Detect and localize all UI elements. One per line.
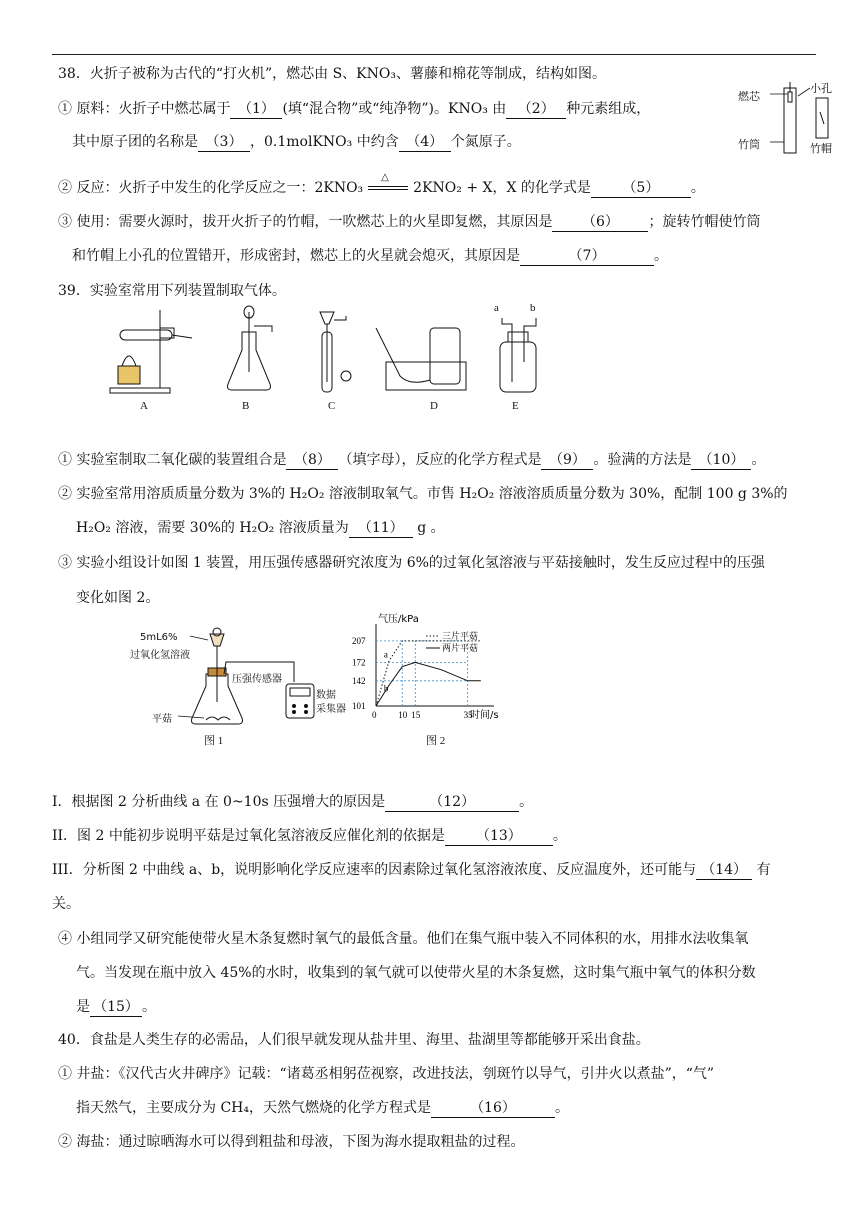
blank-6[interactable]: （6）	[552, 214, 648, 232]
x-tick-label: 0	[372, 710, 377, 720]
apparatus-c	[320, 312, 351, 392]
blank-11[interactable]: （11）	[349, 520, 413, 538]
blank-3[interactable]: （3）	[198, 134, 250, 152]
blank-2[interactable]: （2）	[506, 101, 566, 119]
label-hole: 小孔	[810, 83, 832, 95]
q39-sub-i: I．根据图 2 分析曲线 a 在 0~10s 压强增大的原因是 （12） 。	[52, 794, 534, 810]
blank-16[interactable]: （16）	[431, 1100, 555, 1118]
fig1-mushroom: 平菇	[152, 714, 172, 725]
heat-arrow: △	[363, 178, 413, 198]
y-tick-label: 101	[352, 701, 366, 711]
pressure-chart	[350, 610, 520, 730]
blank-12[interactable]: （12）	[385, 794, 519, 812]
y-tick-label: 172	[352, 657, 366, 668]
apparatus-e	[500, 318, 536, 392]
q38-part1-line1: ① 原料：火折子中燃芯属于 （1） (填“混合物”或“纯净物”)。KNO₃ 由 （2） 种元素组成，	[58, 101, 651, 117]
top-rule	[52, 54, 816, 55]
figure-2	[350, 610, 520, 752]
label-core: 燃芯	[738, 91, 760, 103]
q39-part4-line3: 是 （15） 。	[76, 999, 156, 1015]
blank-14[interactable]: （14）	[696, 862, 752, 880]
fig1-solution-amount: 5mL6%	[140, 632, 178, 643]
figure-1	[126, 622, 346, 752]
label-b: B	[242, 400, 250, 412]
apparatus-d	[376, 328, 466, 390]
blank-9[interactable]: （9）	[541, 452, 593, 470]
q39-sub-ii: II．图 2 中能初步说明平菇是过氧化氢溶液反应催化剂的依据是 （13） 。	[52, 828, 567, 844]
q39-part2-line1: ② 实验室常用溶质质量分数为 3%的 H₂O₂ 溶液制取氧气。市售 H₂O₂ 溶液溶质质量分数为 30%，配制 100 g 3%的	[58, 486, 788, 502]
series-line-2	[376, 662, 481, 706]
blank-15[interactable]: （15）	[90, 999, 142, 1017]
fig1-sensor: 压强传感器	[232, 674, 282, 685]
q40-part1-line2: 指天然气，主要成分为 CH₄，天然气燃烧的化学方程式是 （16） 。	[76, 1100, 569, 1116]
y-tick-label: 142	[352, 675, 366, 686]
curve-a-label: a	[383, 649, 388, 660]
blank-4[interactable]: （4）	[399, 134, 451, 152]
q39-sub-iii: III．分析图 2 中曲线 a、b，说明影响化学反应速率的因素除过氧化氢溶液浓度、反应温度外，还可能与 （14） 有	[52, 862, 771, 878]
q39-part4-line1: ④ 小组同学又研究能使带火星木条复燃时氧气的最低含量。他们在集气瓶中装入不同体积的水，用排水法收集氧	[58, 931, 749, 947]
blank-8[interactable]: （8）	[286, 452, 338, 470]
fig2-caption: 图 2	[426, 735, 446, 747]
label-e: E	[512, 400, 519, 412]
port-b: b	[530, 302, 536, 314]
port-a: a	[494, 302, 499, 314]
fig1-solution-name: 过氧化氢溶液	[130, 650, 190, 661]
q39-part1: ① 实验室制取二氧化碳的装置组合是 （8） （填字母），反应的化学方程式是 （9） 。验满的方法是 （10） 。	[58, 452, 766, 468]
q39-title: 39．实验室常用下列装置制取气体。	[58, 283, 286, 299]
x-axis-label: 时间/s	[470, 710, 499, 721]
q38-part3-line2: 和竹帽上小孔的位置错开，形成密封，燃芯上的火星就会熄灭，其原因是 （7） 。	[72, 248, 668, 264]
label-c: C	[328, 400, 336, 412]
x-tick-label: 10	[398, 710, 408, 720]
fig1-collector-2: 采集器	[316, 704, 346, 715]
blank-10[interactable]: （10）	[691, 452, 751, 470]
curve-b-label: b	[383, 683, 389, 694]
label-d: D	[430, 400, 438, 412]
y-axis-label: 气压/kPa	[378, 614, 419, 625]
x-tick-label: 15	[411, 710, 421, 720]
label-tube: 竹筒	[738, 139, 760, 151]
legend-label-2: 两片平菇	[442, 644, 479, 654]
x-tick-label: 35	[463, 710, 473, 720]
fig1-collector-1: 数据	[316, 690, 336, 701]
q38-part3-line1: ③ 使用：需要火源时，拔开火折子的竹帽，一吹燃芯上的火星即复燃，其原因是 （6） ；旋转竹帽使竹筒	[58, 214, 761, 230]
y-tick-label: 207	[352, 635, 366, 646]
q38-title: 38．火折子被称为古代的“打火机”，燃芯由 S、KNO₃、薯藤和棉花等制成，结构如图。	[58, 66, 606, 82]
q38-part1-line2: 其中原子团的名称是 （3） ，0.1molKNO₃ 中约含 （4） 个氮原子。	[72, 134, 521, 150]
blank-7[interactable]: （7）	[520, 248, 654, 266]
q39-part2-line2: H₂O₂ 溶液，需要 30%的 H₂O₂ 溶液质量为 （11） g 。	[76, 520, 445, 536]
q39-part3-line2: 变化如图 2。	[76, 590, 160, 606]
blank-1[interactable]: （1）	[230, 101, 282, 119]
fire-starter-figure	[736, 80, 846, 160]
apparatus-a	[110, 310, 192, 393]
apparatus-figure	[100, 302, 560, 420]
q39-sub-iii-cont: 关。	[52, 896, 80, 912]
fig1-caption: 图 1	[204, 735, 224, 747]
q40-part1-line1: ① 井盐：《汉代古火井碑序》记载：“诸葛丞相躬莅视察，改进技法，刳斑竹以导气，引井火以煮盐”，“气”	[58, 1066, 715, 1082]
blank-5[interactable]: （5）	[591, 180, 691, 198]
q39-part3-line1: ③ 实验小组设计如图 1 装置，用压强传感器研究浓度为 6%的过氧化氢溶液与平菇接触时，发生反应过程中的压强	[58, 555, 765, 571]
label-cap: 竹帽	[810, 143, 832, 155]
label-a: A	[140, 400, 148, 412]
legend-label-1: 三片平菇	[442, 632, 479, 642]
q40-title: 40．食盐是人类生存的必需品，人们很早就发现从盐井里、海里、盐湖里等都能够开采出食盐。	[58, 1032, 650, 1048]
q38-part2: ② 反应：火折子中发生的化学反应之一：2KNO₃ △ 2KNO₂ + X，X 的化学式是 （5） 。	[58, 172, 705, 196]
q39-part4-line2: 气。当发现在瓶中放入 45%的水时，收集到的氧气就可以使带火星的木条复燃，这时集气瓶中氧气的体积分数	[76, 965, 756, 981]
q40-part2: ② 海盐：通过晾晒海水可以得到粗盐和母液，下图为海水提取粗盐的过程。	[58, 1134, 525, 1150]
blank-13[interactable]: （13）	[445, 828, 553, 846]
apparatus-b	[228, 306, 273, 390]
